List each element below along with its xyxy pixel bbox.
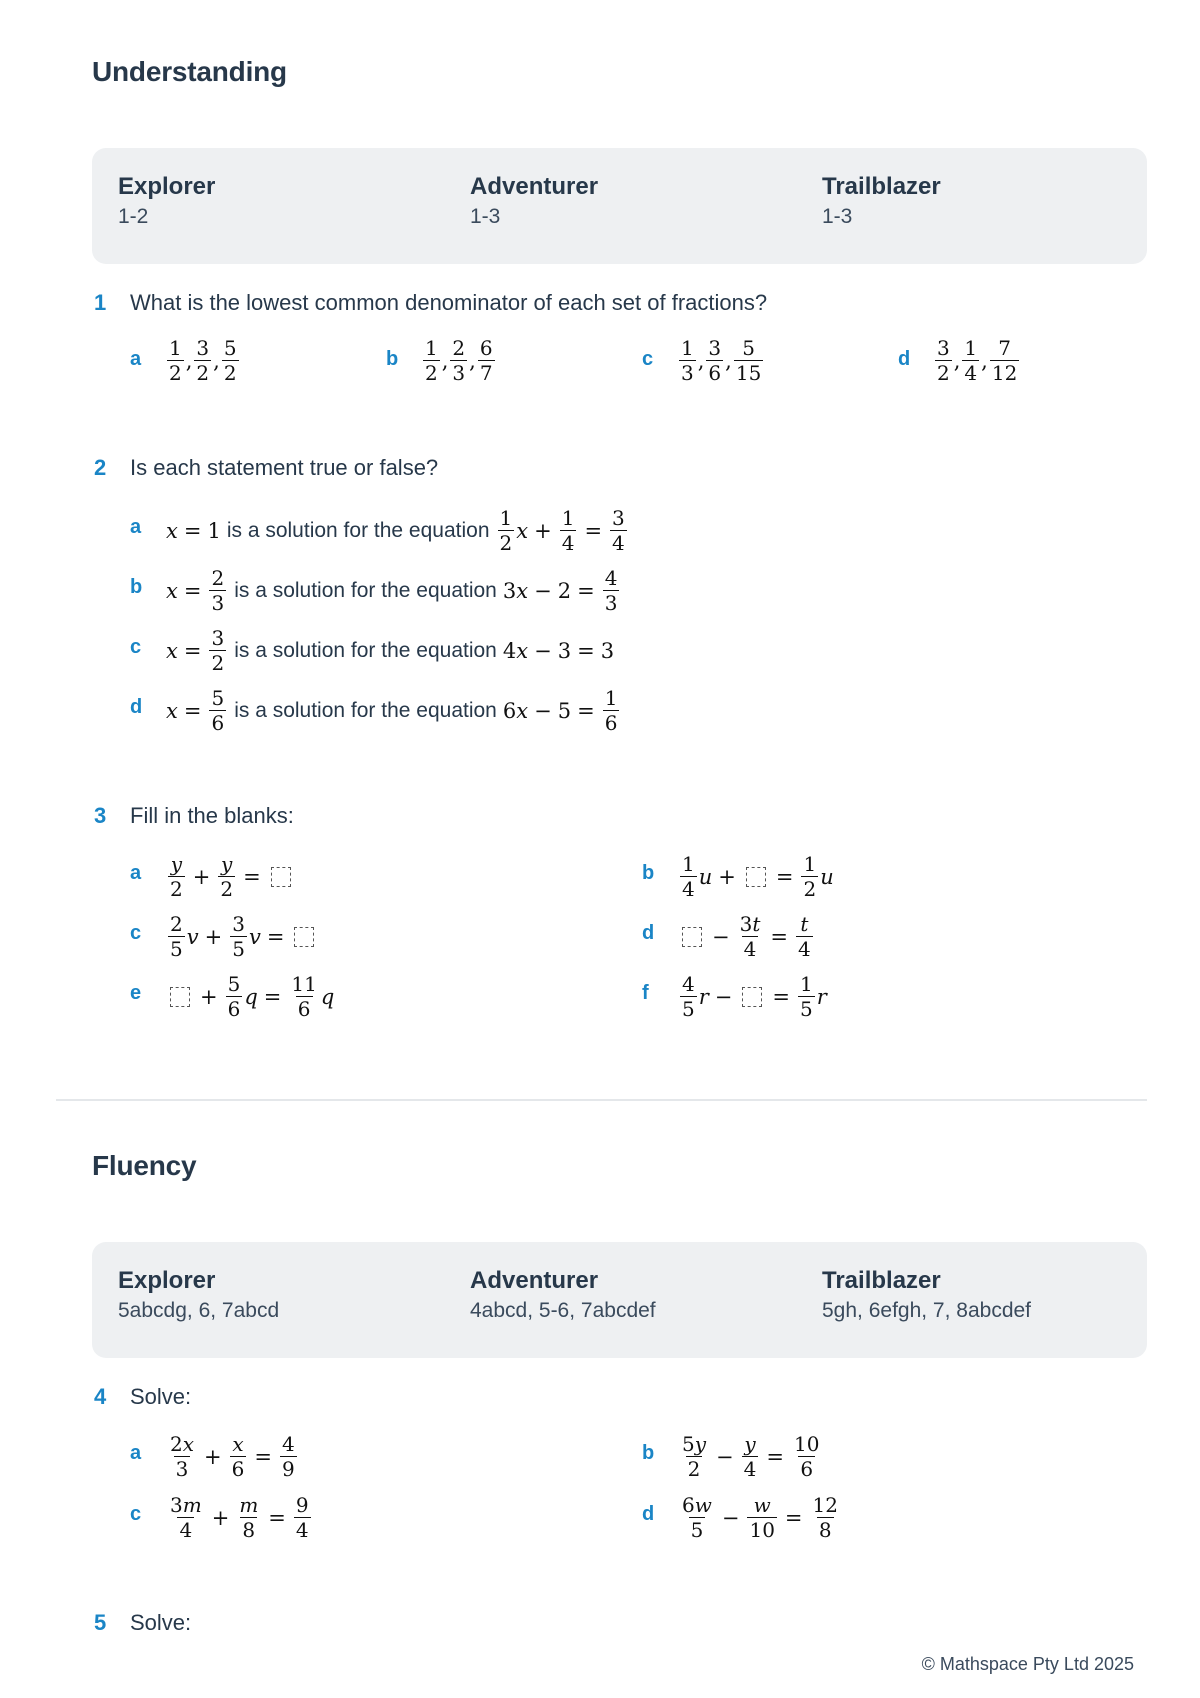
statement: x = 1 is a solution for the equation 1 2 x + $\frac{1}{4}$ = $\frac{3}{4}$: [166, 506, 625, 555]
pathway-questions: 4abcd, 5-6, 7abcdef: [470, 1299, 656, 1322]
fraction-set: 1 2 , 2 3 , 6 7: [425, 336, 493, 385]
question-text: Fill in the blanks:: [130, 803, 294, 828]
part-label: d: [898, 348, 911, 370]
part-label: a: [130, 1442, 142, 1464]
section-divider: [56, 1099, 1147, 1101]
pathway-name: Trailblazer: [822, 1267, 941, 1294]
fraction-set: 1 2 , 3 2 , 5 2: [169, 336, 237, 385]
question-number: 5: [94, 1610, 107, 1635]
pathway-questions: 1-3: [822, 205, 853, 228]
question-number: 3: [94, 803, 107, 828]
pathway-name: Explorer: [118, 173, 216, 200]
pathway-explorer: [118, 1266, 448, 1326]
pathway-adventurer: [470, 1266, 800, 1326]
blank-box: [742, 987, 762, 1007]
statement-text: is a solution for the equation: [234, 638, 497, 662]
question-text: Solve:: [130, 1610, 192, 1635]
part-label: c: [642, 348, 654, 370]
statement-text: is a solution for the equation: [226, 518, 490, 542]
equation: 3m 4 + $\frac{m}{8}$ = $\frac{9}{4}$: [170, 1493, 309, 1542]
fraction-set: 1 3 , 3 6 , 5 15: [681, 336, 762, 385]
pathway-name: Adventurer: [470, 1267, 599, 1294]
statement: x = $\frac{2}{3}$ is a solution for the equation 3 x − 2 = $\frac{4}{3}$: [166, 566, 618, 615]
part-label: a: [130, 348, 142, 370]
statement: x = $\frac{3}{2}$ is a solution for the equation 4 x − 3 = 3: [166, 626, 615, 675]
part-label: d: [130, 696, 143, 718]
part-label: b: [130, 576, 143, 598]
part-label: c: [130, 922, 142, 944]
fraction-set: 3 2 , 1 4 , 7 12: [937, 336, 1018, 385]
equation: + $\frac{5}{6}$ q = $\frac{11}{6}$ q: [166, 972, 334, 1021]
pathway-adventurer: [470, 172, 800, 232]
part-label: b: [386, 348, 399, 370]
part-label: b: [642, 862, 655, 884]
pathway-questions: 1-3: [470, 205, 501, 228]
blank-box: [294, 927, 314, 947]
equation: 4 5 r − = $\frac{1}{5}$ r: [682, 972, 827, 1021]
part-label: a: [130, 516, 142, 538]
question-number: 4: [94, 1384, 107, 1409]
question-text: Is each statement true or false?: [130, 455, 439, 480]
equation: y 2 + $\frac{y}{2}$ =: [166, 852, 295, 901]
part-label: b: [642, 1442, 655, 1464]
pathway-questions: 1-2: [118, 205, 149, 228]
pathway-questions: 5gh, 6efgh, 7, 8abcdef: [822, 1299, 1032, 1322]
part-label: c: [130, 1503, 142, 1525]
section-title-fluency: Fluency: [92, 1150, 197, 1181]
blank-box: [271, 867, 291, 887]
pathway-questions: 5abcdg, 6, 7abcd: [118, 1299, 280, 1322]
equation: 2x 3 + $\frac{x}{6}$ = $\frac{4}{9}$: [170, 1432, 295, 1481]
equation: 6w 5 − $\frac{w}{10}$ = $\frac{12}{8}$: [682, 1493, 838, 1542]
pathway-name: Explorer: [118, 1267, 216, 1294]
question-text: What is the lowest common denominator of each set of fractions?: [130, 290, 768, 315]
part-label: e: [130, 982, 142, 1004]
equation: − $\frac{3t}{4}$ = $\frac{t}{4}$: [678, 912, 815, 961]
question-text: Solve:: [130, 1384, 192, 1409]
pathway-box-fluency: [92, 1242, 1147, 1358]
equation: 5y 2 − $\frac{y}{4}$ = $\frac{10}{6}$: [682, 1432, 820, 1481]
pathway-trailblazer: [822, 172, 1152, 232]
equation: 2 5 v + $\frac{3}{5}$ v =: [166, 912, 318, 961]
pathway-trailblazer: [822, 1266, 1152, 1326]
question-number: 1: [94, 290, 107, 315]
copyright-footer: © Mathspace Pty Ltd 2025: [921, 1654, 1134, 1674]
statement-text: is a solution for the equation: [234, 578, 497, 602]
section-title-understanding: Understanding: [92, 56, 287, 87]
pathway-name: Trailblazer: [822, 173, 941, 200]
part-label: d: [642, 1503, 655, 1525]
blank-box: [170, 987, 190, 1007]
pathway-name: Adventurer: [470, 173, 599, 200]
part-label: f: [642, 982, 649, 1004]
pathway-explorer: [118, 172, 448, 232]
blank-box: [746, 867, 766, 887]
question-number: 2: [94, 455, 107, 480]
part-label: a: [130, 862, 142, 884]
statement-text: is a solution for the equation: [234, 698, 497, 722]
pathway-box-understanding: [92, 148, 1147, 264]
statement: x = $\frac{5}{6}$ is a solution for the equation 6 x − 5 = $\frac{1}{6}$: [166, 686, 618, 735]
part-label: c: [130, 636, 142, 658]
blank-box: [682, 927, 702, 947]
equation: 1 4 u + = $\frac{1}{2}$ u: [682, 852, 834, 901]
part-label: d: [642, 922, 655, 944]
